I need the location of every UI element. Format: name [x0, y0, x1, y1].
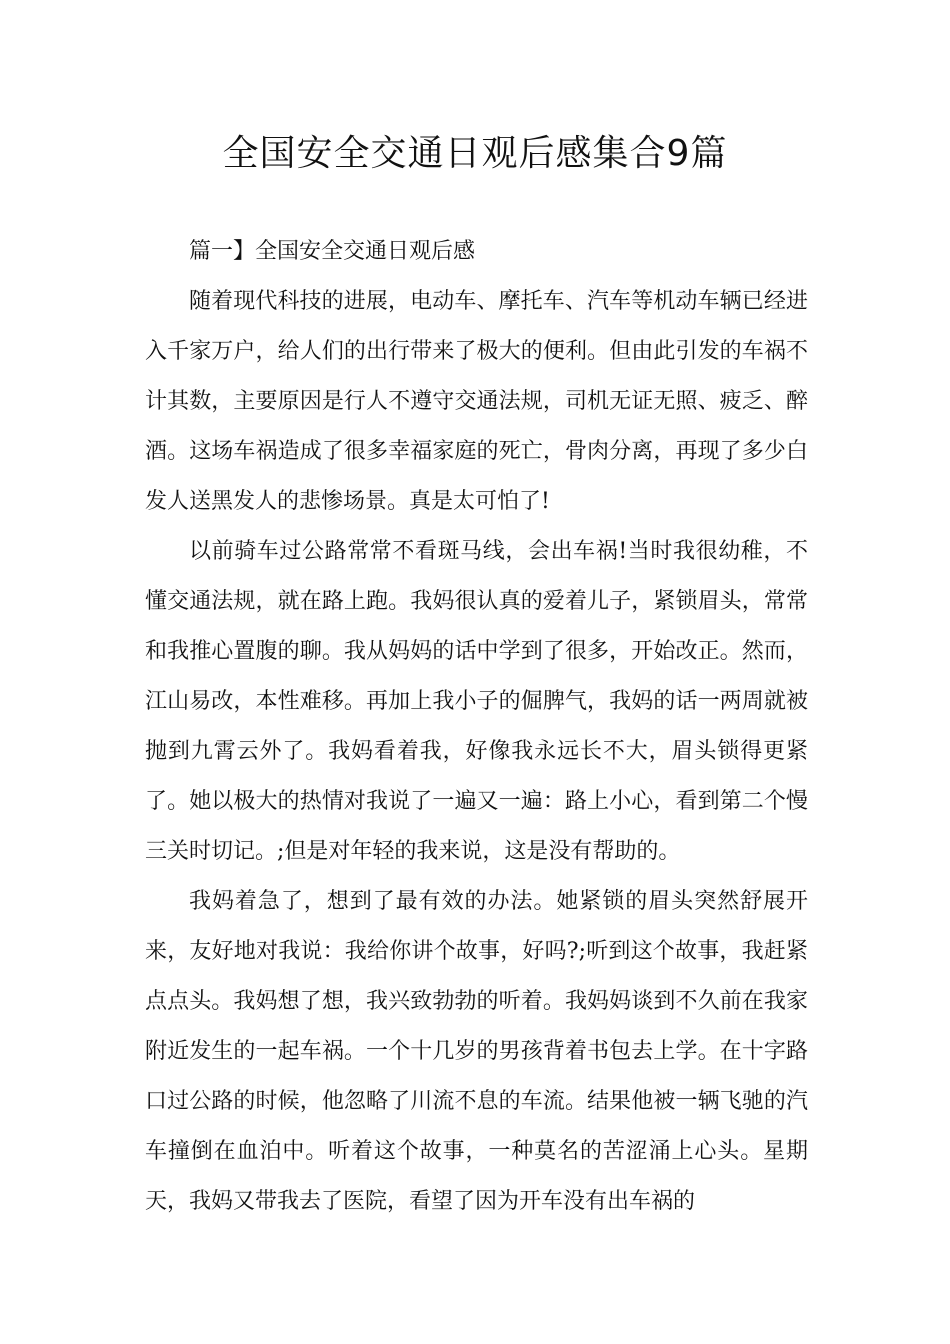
document-title: 全国安全交通日观后感集合9篇: [222, 133, 728, 174]
paragraph-3: 我妈着急了，想到了最有效的办法。她紧锁的眉头突然舒展开来，友好地对我说：我给你讲个故事，好吗?;听到这个故事，我赶紧点点头。我妈想了想，我兴致勃勃的听着。我妈妈谈到不久前在我家附近发生的一起车祸。一个十几岁的男孩背着书包去上学。在十字路口过公路的时候，他忽略了川流不息的车流。结果他被一辆飞驰的汽车撞倒在血泊中。听着这个故事，一种莫名的苦涩涌上心头。星期天，我妈又带我去了医院，看望了因为开车没有出车祸的: [145, 889, 808, 1214]
section-heading: 篇一】全国安全交通日观后感: [189, 239, 476, 264]
paragraph-1: 随着现代科技的进展，电动车、摩托车、汽车等机动车辆已经进入千家万户，给人们的出行带来了极大的便利。但由此引发的车祸不计其数，主要原因是行人不遵守交通法规，司机无证无照、疲乏、醉酒。这场车祸造成了很多幸福家庭的死亡，骨肉分离，再现了多少白发人送黑发人的悲惨场景。真是太可怕了!: [145, 289, 808, 514]
document-body: [145, 227, 808, 1227]
paragraph-2: 以前骑车过公路常常不看斑马线，会出车祸!当时我很幼稚，不懂交通法规，就在路上跑。我妈很认真的爱着儿子，紧锁眉头，常常和我推心置腹的聊。我从妈妈的话中学到了很多，开始改正。然而，江山易改，本性难移。再加上我小子的倔脾气，我妈的话一两周就被抛到九霄云外了。我妈看着我，好像我永远长不大，眉头锁得更紧了。她以极大的热情对我说了一遍又一遍：路上小心，看到第二个慢三关时切记。;但是对年轻的我来说，这是没有帮助的。: [145, 539, 808, 864]
